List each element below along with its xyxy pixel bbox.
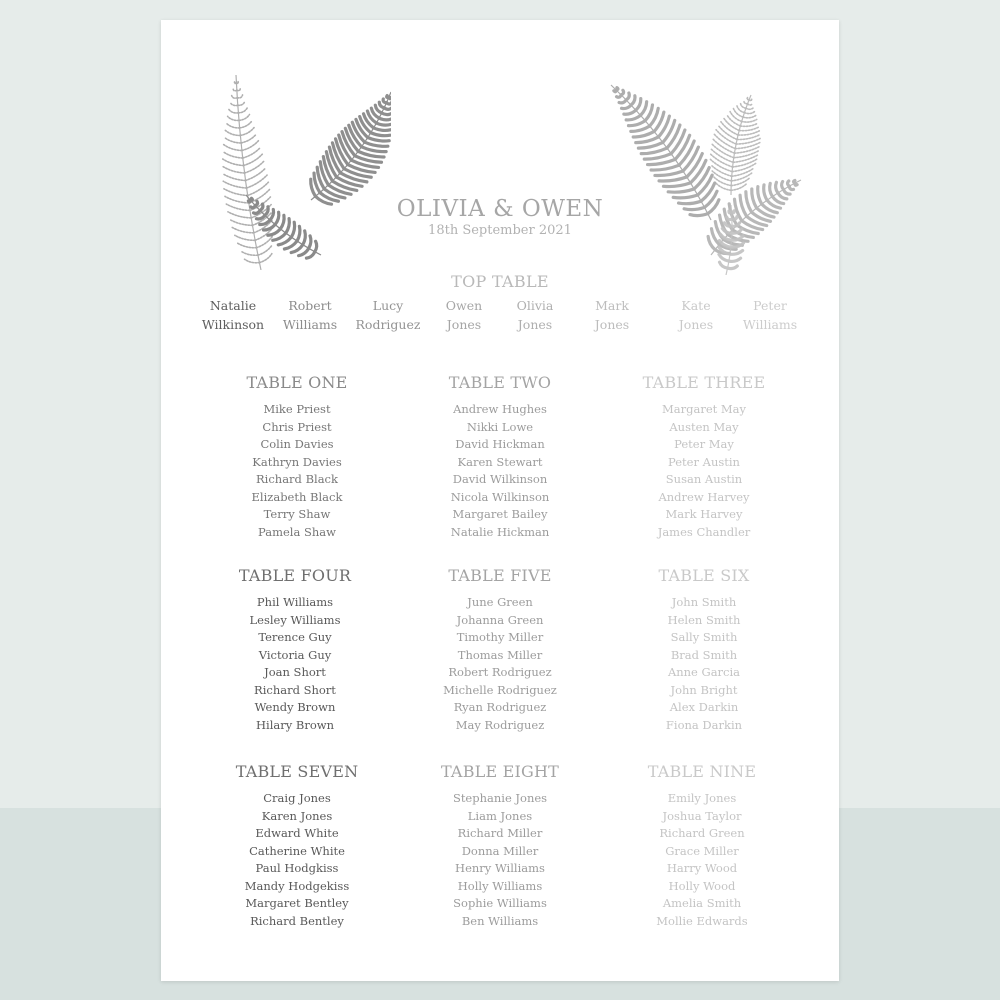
guest-name: Terry Shaw [263, 507, 331, 521]
guest-name: Margaret May [661, 402, 747, 416]
guest-name: Mike Priest [263, 402, 331, 416]
guest-name: Stephanie Jones [452, 791, 548, 805]
guest-name: Karen Stewart [457, 454, 543, 469]
guest-name: Richard Miller [457, 826, 543, 840]
table-heading: TABLE EIGHT [440, 762, 560, 781]
top-table-guests [161, 297, 839, 337]
table-two [395, 373, 605, 541]
guest-name: Kathryn Davies [252, 454, 342, 469]
guest-name: Holly Williams [457, 878, 543, 893]
guest-list [192, 401, 402, 541]
guest-list [395, 401, 605, 541]
guest-name: Richard Black [256, 472, 338, 486]
guest-name: Helen Smith [667, 612, 741, 627]
guest-name: Colin Davies [260, 437, 334, 451]
guest-name: Ryan Rodriguez [453, 700, 547, 714]
guest-name: James Chandler [657, 524, 751, 539]
guest-name: Lesley Williams [249, 612, 341, 627]
guest-name: Edward White [255, 826, 339, 840]
couple-names: OLIVIA & OWEN [396, 196, 604, 222]
top-guest: Natalie Wilkinson [201, 298, 265, 332]
table-one [192, 373, 402, 541]
guest-name: Sophie Williams [453, 896, 547, 910]
guest-name: Mark Harvey [665, 507, 743, 521]
guest-name: Henry Williams [455, 861, 545, 875]
guest-name: Craig Jones [263, 791, 331, 805]
top-guest: Owen Jones [445, 298, 483, 332]
guest-list [599, 401, 809, 541]
guest-name: John Smith [671, 595, 737, 609]
guest-list [597, 790, 807, 930]
guest-name: Mollie Edwards [656, 913, 748, 928]
guest-name: Victoria Guy [258, 647, 332, 662]
guest-name: Richard Short [254, 682, 336, 697]
guest-name: David Hickman [455, 437, 545, 451]
top-guest: Mark Jones [594, 298, 630, 332]
guest-name: Emily Jones [667, 791, 737, 805]
table-three [599, 373, 809, 541]
guest-name: Brad Smith [670, 647, 738, 662]
table-seven [192, 762, 402, 930]
guest-list [192, 790, 402, 930]
table-heading: TABLE SIX [658, 566, 750, 585]
guest-name: Joshua Taylor [662, 808, 742, 823]
guest-name: Margaret Bailey [452, 507, 548, 521]
top-guest: Kate Jones [678, 298, 714, 332]
guest-list [395, 790, 605, 930]
guest-name: Nikki Lowe [466, 419, 534, 434]
top-guest: Robert Williams [282, 298, 338, 332]
guest-name: Hilary Brown [255, 717, 334, 732]
top-guest: Lucy Rodriguez [355, 298, 421, 332]
guest-name: Timothy Miller [456, 630, 544, 644]
guest-name: June Green [467, 595, 533, 609]
table-heading: TABLE FOUR [238, 566, 352, 585]
guest-name: Paul Hodgkiss [255, 861, 339, 875]
guest-name: Richard Green [659, 826, 745, 840]
guest-name: Sally Smith [670, 630, 738, 644]
guest-name: Margaret Bentley [245, 896, 349, 910]
guest-name: Peter Austin [668, 454, 740, 469]
table-heading: TABLE NINE [647, 762, 757, 781]
guest-name: Ben Williams [461, 913, 539, 928]
guest-name: Robert Rodriguez [448, 665, 552, 679]
table-heading: TABLE SEVEN [235, 762, 359, 781]
guest-name: Chris Priest [262, 419, 332, 434]
table-heading: TABLE TWO [448, 373, 552, 392]
guest-list [395, 594, 605, 734]
guest-name: Andrew Harvey [658, 489, 750, 504]
guest-name: Anne Garcia [667, 665, 741, 679]
guest-name: Catherine White [249, 843, 345, 858]
guest-name: Natalie Hickman [450, 524, 550, 539]
top-table-heading: TOP TABLE [451, 272, 549, 291]
guest-name: Liam Jones [467, 808, 533, 823]
table-five [395, 566, 605, 734]
guest-name: Karen Jones [261, 808, 333, 823]
fern-left-illustration [201, 70, 391, 270]
guest-name: Donna Miller [461, 843, 539, 858]
top-guest: Peter Williams [742, 298, 798, 332]
top-guest: Olivia Jones [516, 298, 554, 332]
table-heading: TABLE THREE [642, 373, 766, 392]
guest-name: Fiona Darkin [665, 717, 743, 732]
guest-name: Nicola Wilkinson [450, 489, 550, 504]
table-four [190, 566, 400, 734]
guest-name: Thomas Miller [457, 647, 543, 662]
guest-name: Austen May [669, 419, 739, 434]
guest-name: Susan Austin [665, 472, 743, 486]
guest-name: John Bright [670, 682, 738, 697]
table-heading: TABLE FIVE [448, 566, 552, 585]
guest-name: Elizabeth Black [251, 489, 343, 504]
guest-name: Richard Bentley [250, 913, 344, 928]
guest-name: Johanna Green [456, 612, 544, 627]
guest-name: Alex Darkin [669, 700, 739, 714]
guest-name: Andrew Hughes [453, 402, 547, 416]
guest-name: Michelle Rodriguez [443, 682, 557, 697]
guest-name: Grace Miller [665, 843, 739, 858]
guest-name: May Rodriguez [455, 717, 545, 732]
guest-list [190, 594, 400, 734]
wedding-date: 18th September 2021 [428, 223, 572, 238]
table-heading: TABLE ONE [246, 373, 348, 392]
table-nine [597, 762, 807, 930]
guest-name: David Wilkinson [452, 472, 548, 486]
guest-name: Harry Wood [666, 861, 738, 875]
fern-right-illustration [601, 75, 811, 275]
seating-plan-card [161, 20, 839, 981]
guest-name: Pamela Shaw [258, 524, 336, 539]
guest-list [599, 594, 809, 734]
guest-name: Terence Guy [258, 630, 332, 644]
guest-name: Mandy Hodgekiss [244, 878, 350, 893]
guest-name: Peter May [674, 437, 734, 451]
guest-name: Phil Williams [256, 595, 334, 609]
table-six [599, 566, 809, 734]
guest-name: Amelia Smith [662, 896, 742, 910]
guest-name: Joan Short [264, 665, 326, 679]
guest-name: Holly Wood [668, 878, 736, 893]
guest-name: Wendy Brown [254, 700, 336, 714]
table-eight [395, 762, 605, 930]
